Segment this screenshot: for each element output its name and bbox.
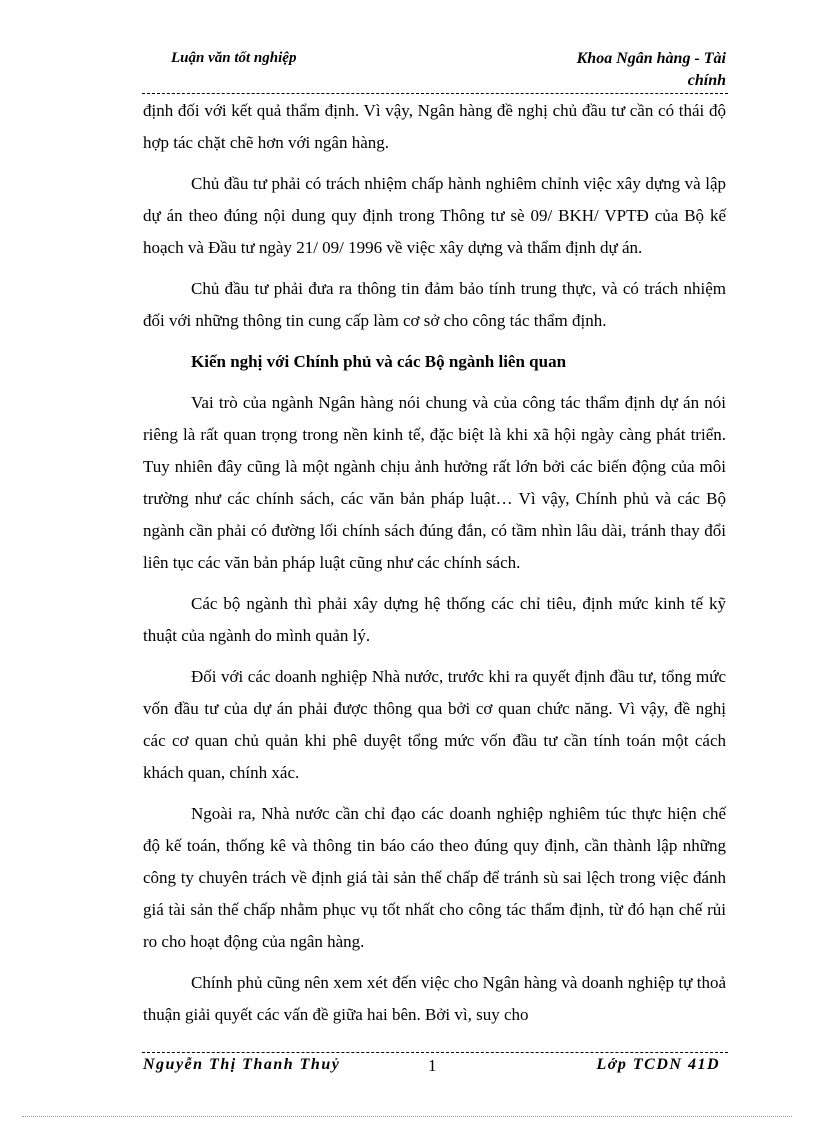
page-footer — [143, 1056, 726, 1078]
paragraph: Vai trò của ngành Ngân hàng nói chung và của công tác thẩm định dự án nói riêng là rất quan trọng trong nền kinh tế, đặc biệt là khi xã hội ngày càng phát triển. Tuy nhiên đây cũng là một ngành chịu ảnh hưởng rất lớn bởi các biến động của môi trường như các chính sách, các văn bản pháp luật… Vì vậy, Chính phủ và các Bộ ngành cần phải có đường lối chính sách đúng đắn, có tầm nhìn lâu dài, tránh thay đổi liên tục các văn bản pháp luật cũng như các chính sách. — [143, 393, 726, 572]
paragraph: Chính phủ cũng nên xem xét đến việc cho Ngân hàng và doanh nghiệp tự thoả thuận giải quyết các vấn đề giữa hai bên. Bởi vì, suy cho — [143, 973, 726, 1024]
footer-class-name: Lớp TCDN 41D — [596, 1056, 720, 1073]
paragraph: Ngoài ra, Nhà nước cần chỉ đạo các doanh nghiệp nghiêm túc thực hiện chế độ kế toán, thống kê và thông tin báo cáo theo đúng quy định, cần thành lập những công ty chuyên trách về định giá tài sản thế chấp để tránh sù sai lệch trong việc đánh giá tài sản thế chấp nhằm phục vụ tốt nhất cho công tác thẩm định, từ đó hạn chế rủi ro cho hoạt động của ngân hàng. — [143, 804, 726, 951]
page-edge-line — [22, 1116, 792, 1117]
page-number: 1 — [428, 1056, 437, 1075]
paragraph: Các bộ ngành thì phải xây dựng hệ thống các chỉ tiêu, định mức kinh tế kỹ thuật của ngành do mình quản lý. — [143, 594, 726, 645]
header-title-right: Khoa Ngân hàng - Tài chính — [576, 50, 726, 89]
footer-author: Nguyễn Thị Thanh Thuỷ — [143, 1056, 341, 1073]
document-body — [143, 95, 726, 1040]
section-heading: Kiến nghị với Chính phủ và các Bộ ngành liên quan — [191, 352, 567, 371]
paragraph: Đối với các doanh nghiệp Nhà nước, trước khi ra quyết định đầu tư, tổng mức vốn đầu tư của dự án phải được thông qua bởi cơ quan chức năng. Vì vậy, đề nghị các cơ quan chủ quản khi phê duyệt tổng mức vốn đầu tư cần tính toán một cách khách quan, chính xác. — [143, 667, 726, 782]
header-title-left: Luận văn tốt nghiệp — [171, 50, 297, 66]
header-divider — [142, 93, 728, 94]
paragraph: Chủ đầu tư phải đưa ra thông tin đảm bảo tính trung thực, và có trách nhiệm đối với những thông tin cung cấp làm cơ sở cho công tác thẩm định. — [143, 279, 726, 330]
paragraph: Chủ đầu tư phải có trách nhiệm chấp hành nghiêm chỉnh việc xây dựng và lập dự án theo đúng nội dung quy định trong Thông tư sè 09/ BKH/ VPTĐ của Bộ kế hoạch và Đầu tư ngày 21/ 09/ 1996 về việc xây dựng và thẩm định dự án. — [143, 174, 726, 257]
paragraph-continued: định đối với kết quả thẩm định. Vì vậy, Ngân hàng đề nghị chủ đầu tư cần có thái độ hợp tác chặt chẽ hơn với ngân hàng. — [143, 101, 726, 152]
footer-divider — [142, 1052, 728, 1053]
